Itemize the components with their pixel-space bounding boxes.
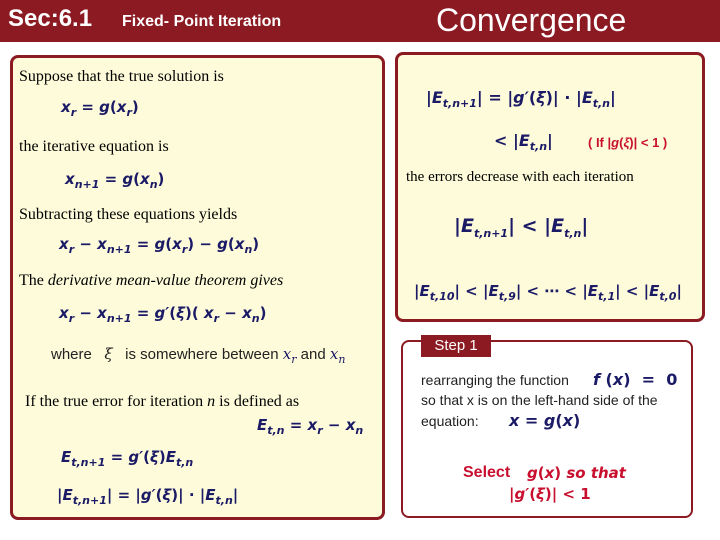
text-error-def: If the true error for iteration n is defined as [25, 393, 300, 410]
step-line-1: rearranging the function [421, 372, 569, 388]
eq-x-g: x = g(x) [509, 411, 581, 430]
text-where: where ξ is somewhere between $x_r$ and $x_n$ [51, 345, 346, 366]
eq-iteration: $x_{n+1} = g(x_n)$ [65, 170, 165, 191]
eq-subtraction: $x_r - x_{n+1} = g(x_r) - g(x_n)$ [59, 235, 260, 256]
eq-less-than: < $|E_{t,n}|$ [494, 131, 553, 154]
eq-derivative-bound: |g′(ξ)| < 1 [509, 485, 591, 503]
eq-error-relation: $E_{t,n+1} = g'(\xi)E_{t,n}$ [61, 448, 194, 469]
eq-error-def: $E_{t,n} = x_r - x_n$ [257, 416, 364, 437]
condition-note: ( If |g(ξ)| < 1 ) [588, 135, 668, 150]
eq-error-chain: $|E_{t,10}| < |E_{t,9}|$ < ⋯ < $|E_{t,1}| < |E_{t,0}|$ [414, 282, 682, 303]
section-subtitle: Fixed- Point Iteration [122, 13, 282, 30]
text-mvt: The derivative mean-value theorem gives [19, 272, 284, 289]
step-badge: Step 1 [421, 335, 491, 357]
text-errors-decrease: the errors decrease with each iteration [406, 169, 634, 185]
text-iterative-eq: the iterative equation is [19, 138, 169, 155]
eq-abs-error-top: $|E_{t,n+1}| = |g'(\xi)| \cdot |E_{t,n}|$ [426, 88, 616, 111]
eq-select-condition: g(x) so that [527, 464, 626, 482]
step-line-2: so that x is on the left-hand side of the [421, 392, 658, 408]
section-number: Sec:6.1 [8, 5, 93, 32]
derivation-panel [10, 55, 385, 520]
select-label: Select [463, 464, 511, 481]
eq-f-zero: f (x) = 0 [593, 370, 678, 389]
step-line-3: equation: [421, 413, 479, 429]
convergence-panel [395, 52, 705, 322]
eq-error-decrease: $|E_{t,n+1}| < |E_{t,n}|$ [454, 215, 589, 240]
eq-true-solution: $x_r = g(x_r)$ [61, 98, 139, 119]
title-bar [0, 0, 720, 42]
text-true-solution: Suppose that the true solution is [19, 68, 224, 85]
text-subtracting: Subtracting these equations yields [19, 206, 238, 223]
slide-title: Convergence [436, 2, 627, 38]
step-panel [401, 340, 693, 518]
eq-mvt: $x_r - x_{n+1} = g'(\xi)$( $x_r - x_n$) [59, 304, 267, 325]
eq-abs-error-relation: $|E_{t,n+1}| = |g'(\xi)| \cdot |E_{t,n}|$ [57, 486, 239, 507]
